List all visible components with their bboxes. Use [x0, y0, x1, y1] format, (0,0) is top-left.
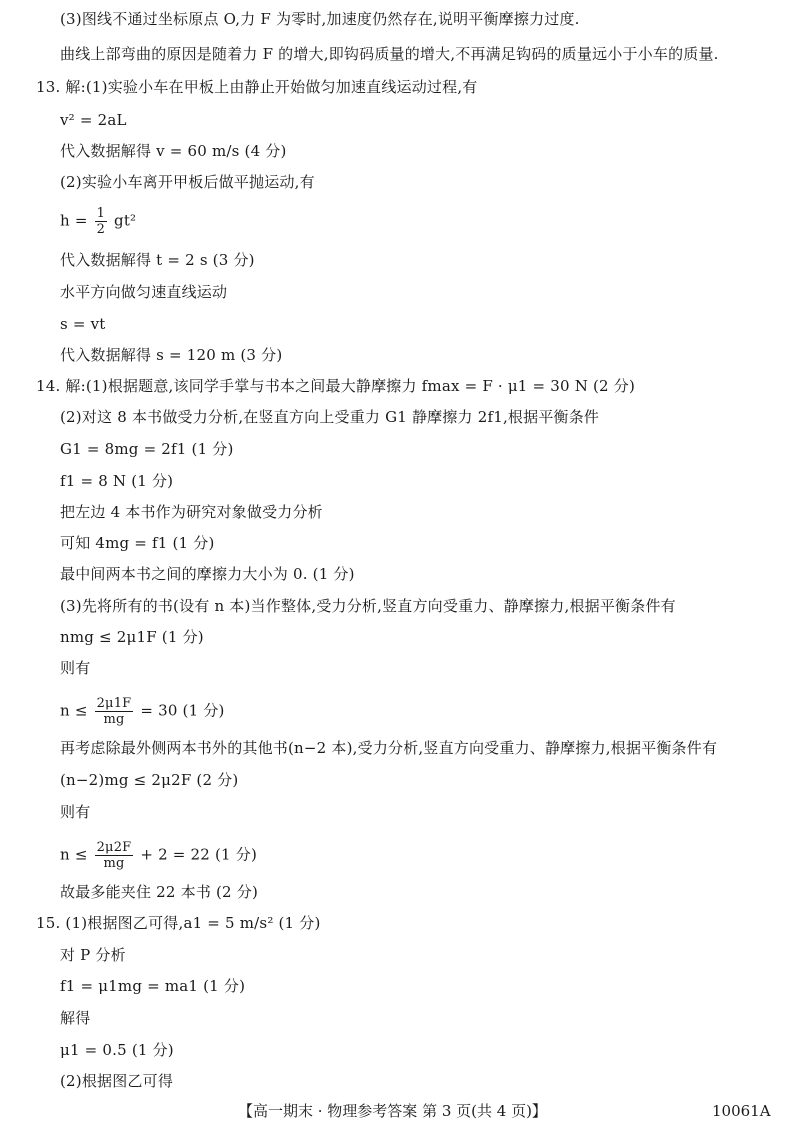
formula-line: f1 = μ1mg = ma1 (1 分)	[60, 977, 246, 995]
formula-lhs: n ≤	[60, 845, 88, 864]
formula-lhs: h =	[60, 211, 88, 230]
text-line: 再考虑除最外侧两本书外的其他书(n−2 本),受力分析,竖直方向受重力、静摩擦力,根据平衡条件有	[60, 739, 718, 757]
fraction-numerator: 2μ1F	[96, 696, 132, 711]
formula-line	[60, 696, 225, 727]
text-line: 可知 4mg = f1 (1 分)	[60, 534, 215, 552]
text-line: (3)先将所有的书(设有 n 本)当作整体,受力分析,竖直方向受重力、静摩擦力,根据平衡条件有	[60, 597, 676, 615]
fraction	[95, 840, 134, 871]
fraction-denominator: 2	[96, 222, 106, 237]
formula-line: μ1 = 0.5 (1 分)	[60, 1041, 174, 1059]
text-line: (2)对这 8 本书做受力分析,在竖直方向上受重力 G1 静摩擦力 2f1,根据平衡条件	[60, 408, 600, 426]
formula-lhs: n ≤	[60, 701, 88, 720]
text-line: 最中间两本书之间的摩擦力大小为 0. (1 分)	[60, 565, 355, 583]
question-14-heading: 14. 解:(1)根据题意,该同学手掌与书本之间最大静摩擦力 fmax = F · μ1 = 30 N (2 分)	[36, 377, 636, 395]
fraction	[95, 696, 134, 727]
formula-line	[60, 206, 136, 237]
text-line: 代入数据解得 s = 120 m (3 分)	[60, 346, 283, 364]
fraction	[95, 206, 107, 237]
formula-rhs: + 2 = 22 (1 分)	[140, 845, 258, 864]
text-line: 代入数据解得 v = 60 m/s (4 分)	[60, 142, 287, 160]
formula-line	[60, 840, 257, 871]
formula-line: (n−2)mg ≤ 2μ2F (2 分)	[60, 771, 239, 789]
question-15-heading: 15. (1)根据图乙可得,a1 = 5 m/s² (1 分)	[36, 914, 321, 932]
fraction-denominator: mg	[103, 712, 125, 727]
text-line: (3)图线不通过坐标原点 O,力 F 为零时,加速度仍然存在,说明平衡摩擦力过度.	[60, 10, 580, 28]
text-line: (2)实验小车离开甲板后做平抛运动,有	[60, 173, 315, 191]
text-line: 水平方向做匀速直线运动	[60, 283, 228, 301]
question-13-heading: 13. 解:(1)实验小车在甲板上由静止开始做匀加速直线运动过程,有	[36, 78, 478, 96]
fraction-numerator: 2μ2F	[96, 840, 132, 855]
fraction-denominator: mg	[103, 856, 125, 871]
formula-line: s = vt	[60, 315, 106, 333]
formula-line: f1 = 8 N (1 分)	[60, 472, 174, 490]
fraction-numerator: 1	[96, 206, 106, 221]
text-line: 故最多能夹住 22 本书 (2 分)	[60, 883, 259, 901]
footer-code: 10061A	[712, 1102, 771, 1120]
text-line: 把左边 4 本书作为研究对象做受力分析	[60, 503, 323, 521]
text-line: 则有	[60, 803, 91, 821]
formula-line: v² = 2aL	[60, 111, 127, 129]
text-line: 对 P 分析	[60, 946, 126, 964]
footer-title: 【高一期末 · 物理参考答案 第 3 页(共 4 页)】	[238, 1102, 547, 1120]
text-line: 解得	[60, 1009, 91, 1027]
formula-rhs: = 30 (1 分)	[140, 701, 225, 720]
formula-line: nmg ≤ 2μ1F (1 分)	[60, 628, 204, 646]
formula-rhs: gt²	[114, 211, 137, 230]
text-line: (2)根据图乙可得	[60, 1072, 174, 1090]
formula-line: G1 = 8mg = 2f1 (1 分)	[60, 440, 234, 458]
text-line: 则有	[60, 659, 91, 677]
text-line: 代入数据解得 t = 2 s (3 分)	[60, 251, 255, 269]
text-line: 曲线上部弯曲的原因是随着力 F 的增大,即钩码质量的增大,不再满足钩码的质量远小于小车的质量.	[60, 45, 719, 63]
